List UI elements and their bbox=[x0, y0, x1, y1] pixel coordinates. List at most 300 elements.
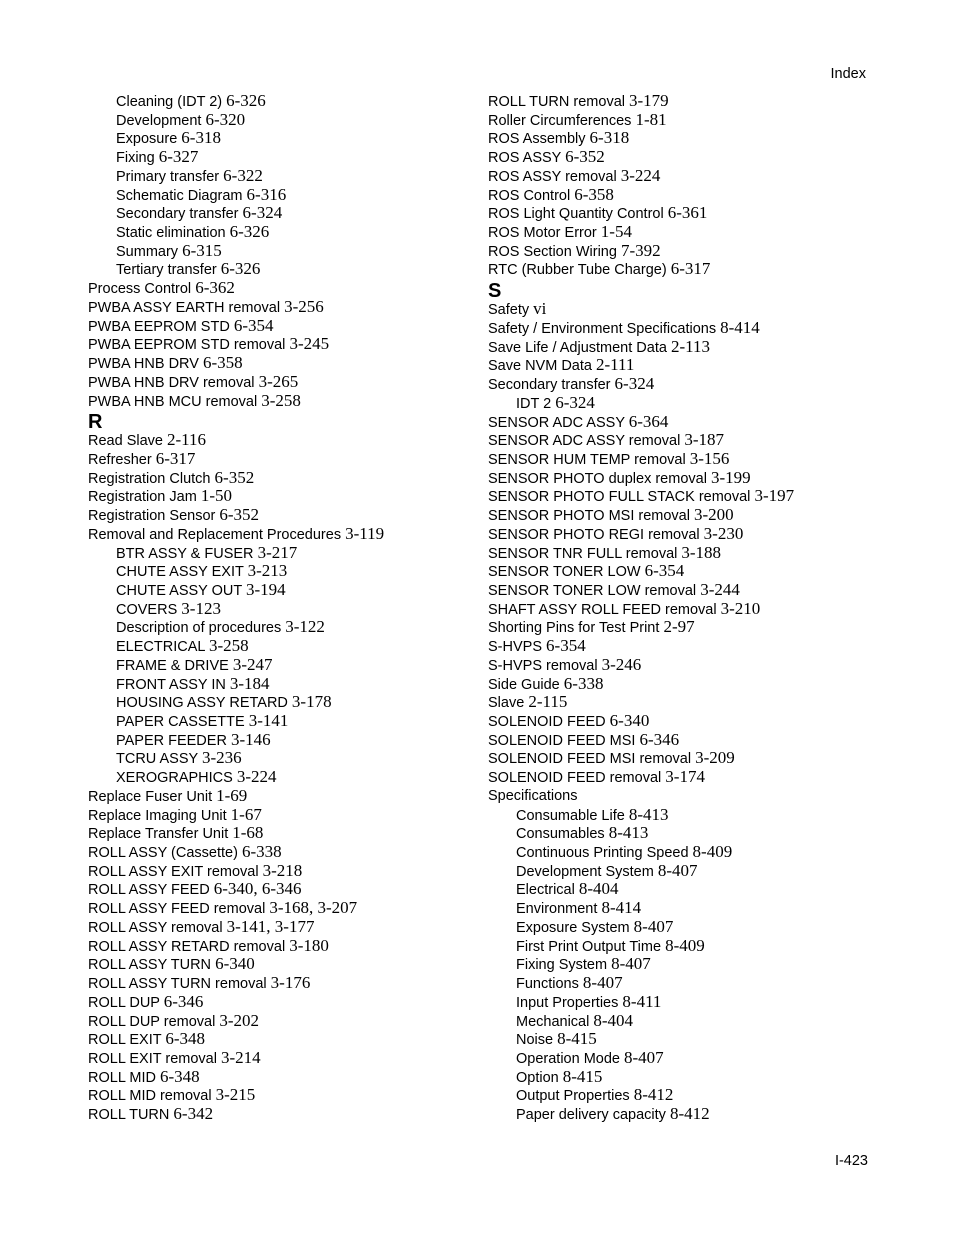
index-page-ref: 3-141, 3-177 bbox=[226, 916, 315, 936]
index-entry bbox=[488, 129, 878, 148]
index-subentry bbox=[488, 824, 878, 843]
index-entry bbox=[88, 1030, 468, 1049]
index-page-ref: 6-340 bbox=[609, 711, 650, 730]
index-term: CHUTE ASSY OUT bbox=[116, 582, 242, 599]
index-term: Input Properties bbox=[516, 994, 619, 1011]
index-subentry bbox=[88, 693, 468, 712]
index-term: PWBA HNB MCU removal bbox=[88, 393, 258, 410]
index-entry bbox=[88, 787, 468, 806]
index-page-ref: 3-174 bbox=[665, 767, 705, 787]
index-entry bbox=[488, 600, 878, 619]
index-entry bbox=[488, 148, 878, 167]
index-term: SENSOR ADC ASSY removal bbox=[488, 433, 681, 450]
index-term: COVERS bbox=[116, 601, 178, 618]
index-term: SENSOR PHOTO REGI removal bbox=[488, 526, 700, 543]
index-page-ref: 3-146 bbox=[230, 729, 271, 749]
index-entry bbox=[488, 260, 878, 279]
index-page-ref: 3-258 bbox=[261, 390, 301, 410]
index-term: PAPER CASSETTE bbox=[116, 714, 245, 730]
index-subentry bbox=[488, 394, 878, 413]
index-term: Operation Mode bbox=[516, 1050, 620, 1067]
index-entry bbox=[88, 806, 468, 825]
index-term: ROS ASSY bbox=[488, 150, 562, 167]
index-page-ref: 6-340, 6-346 bbox=[213, 879, 302, 899]
index-entry bbox=[488, 450, 878, 469]
index-subentry bbox=[488, 899, 878, 918]
index-entry bbox=[88, 279, 468, 298]
index-term: ROLL ASSY FEED removal bbox=[88, 901, 266, 918]
index-page-ref: 8-412 bbox=[669, 1104, 710, 1124]
index-entry bbox=[488, 167, 878, 186]
index-subentry bbox=[488, 955, 878, 974]
index-term: Electrical bbox=[516, 882, 575, 899]
index-subentry bbox=[88, 768, 468, 787]
index-term: S-HVPS bbox=[488, 639, 542, 656]
index-term: Exposure System bbox=[516, 919, 630, 936]
index-term: PWBA EEPROM STD bbox=[88, 318, 230, 335]
index-term: Fixing System bbox=[516, 957, 608, 974]
index-term: RTC (Rubber Tube Charge) bbox=[488, 262, 667, 279]
index-entry bbox=[488, 693, 878, 712]
index-entry bbox=[88, 354, 468, 373]
index-entry bbox=[88, 431, 468, 450]
index-page-ref: 6-346 bbox=[639, 729, 680, 749]
index-term: ROS ASSY removal bbox=[488, 168, 617, 185]
index-term: Schematic Diagram bbox=[116, 187, 243, 204]
index-entry bbox=[488, 431, 878, 450]
index-page-ref: 1-50 bbox=[200, 486, 232, 506]
index-term: Tertiary transfer bbox=[116, 262, 217, 279]
index-entry bbox=[88, 843, 468, 862]
index-entry bbox=[88, 1105, 468, 1124]
index-page-ref: 3-156 bbox=[689, 448, 730, 468]
index-page-ref: 8-414 bbox=[601, 898, 642, 918]
index-term: ROS Control bbox=[488, 187, 571, 204]
index-page-ref: 3-258 bbox=[208, 636, 249, 656]
index-page-ref: 3-180 bbox=[289, 935, 329, 955]
index-page-ref: 6-324 bbox=[555, 392, 595, 412]
index-page-ref: 3-224 bbox=[236, 767, 277, 787]
index-page-ref: 8-414 bbox=[720, 317, 760, 337]
index-subentry bbox=[88, 749, 468, 768]
index-entry bbox=[88, 955, 468, 974]
index-term: SOLENOID FEED MSI removal bbox=[488, 751, 692, 768]
index-term: Development bbox=[116, 112, 202, 129]
index-term: Removal and Replacement Procedures bbox=[88, 526, 342, 543]
index-term: ROLL MID removal bbox=[88, 1088, 212, 1105]
index-term: ROLL EXIT bbox=[88, 1032, 162, 1049]
index-term: First Print Output Time bbox=[516, 938, 662, 955]
index-subentry bbox=[88, 167, 468, 186]
index-page-ref: 6-342 bbox=[173, 1104, 214, 1124]
index-page-ref: 1-81 bbox=[635, 109, 667, 129]
index-page-ref: vi bbox=[533, 299, 547, 319]
index-page-ref: 3-247 bbox=[232, 654, 273, 674]
index-page-ref: 3-188 bbox=[681, 542, 722, 562]
running-header: Index bbox=[830, 66, 866, 82]
index-entry bbox=[488, 223, 878, 242]
index-term: Description of procedures bbox=[116, 620, 282, 637]
index-term: ROLL ASSY TURN removal bbox=[88, 976, 267, 993]
index-term: SHAFT ASSY ROLL FEED removal bbox=[488, 601, 717, 618]
index-entry bbox=[488, 186, 878, 205]
index-term: CHUTE ASSY EXIT bbox=[116, 564, 244, 581]
index-entry bbox=[488, 525, 878, 544]
index-term: Safety bbox=[488, 302, 530, 319]
index-term: Mechanical bbox=[516, 1013, 590, 1030]
index-page-ref: 6-348 bbox=[159, 1066, 200, 1086]
index-page-ref: 6-358 bbox=[202, 353, 243, 373]
index-term: Output Properties bbox=[516, 1088, 630, 1105]
index-entry bbox=[488, 731, 878, 750]
index-term: ROS Assembly bbox=[488, 131, 586, 148]
index-term: ROLL TURN bbox=[88, 1107, 170, 1124]
index-page-ref: 6-352 bbox=[565, 147, 605, 167]
index-entry bbox=[88, 450, 468, 469]
index-page-ref: 3-210 bbox=[720, 598, 761, 618]
index-entry bbox=[88, 918, 468, 937]
index-term: Save Life / Adjustment Data bbox=[488, 339, 667, 356]
index-term: PWBA EEPROM STD removal bbox=[88, 337, 286, 354]
index-page-ref: 6-354 bbox=[233, 315, 274, 335]
index-page-ref: 8-415 bbox=[557, 1029, 597, 1049]
index-entry bbox=[88, 862, 468, 881]
index-term: Secondary transfer bbox=[116, 206, 239, 223]
index-term: S-HVPS removal bbox=[488, 657, 598, 674]
index-page-ref: 3-179 bbox=[629, 91, 669, 110]
index-page-ref: 3-141 bbox=[248, 711, 289, 730]
index-term: Registration Clutch bbox=[88, 470, 211, 487]
index-subentry bbox=[88, 562, 468, 581]
index-term: Environment bbox=[516, 901, 598, 918]
index-page-ref: 6-358 bbox=[574, 184, 614, 204]
index-entry bbox=[488, 111, 878, 130]
index-entry bbox=[488, 319, 878, 338]
index-page-ref: 6-352 bbox=[214, 467, 255, 487]
index-term: Save NVM Data bbox=[488, 358, 592, 375]
index-entry bbox=[488, 637, 878, 656]
index-page-ref: 3-265 bbox=[258, 371, 299, 391]
index-page-ref: 6-348 bbox=[165, 1029, 206, 1049]
index-subentry bbox=[488, 1086, 878, 1105]
index-page-ref: 3-119 bbox=[345, 523, 385, 543]
index-entry bbox=[88, 974, 468, 993]
index-term: Summary bbox=[116, 243, 179, 260]
index-page-ref: 3-122 bbox=[285, 617, 325, 637]
index-term: Secondary transfer bbox=[488, 377, 611, 394]
index-term: Consumable Life bbox=[516, 807, 625, 824]
index-term: FRONT ASSY IN bbox=[116, 676, 226, 693]
index-column-left bbox=[88, 92, 468, 1124]
index-page-ref: 6-322 bbox=[223, 165, 263, 185]
index-term: Cleaning (IDT 2) bbox=[116, 94, 223, 110]
index-page-ref: 3-202 bbox=[219, 1010, 260, 1030]
index-term: Refresher bbox=[88, 451, 152, 468]
index-page-ref: 3-187 bbox=[684, 430, 725, 450]
index-page-ref: 3-246 bbox=[601, 654, 642, 674]
index-page-ref: 8-407 bbox=[633, 916, 674, 936]
index-entry bbox=[488, 712, 878, 731]
index-subentry bbox=[488, 1049, 878, 1068]
index-page-ref: 8-413 bbox=[628, 804, 669, 824]
index-page-ref: 8-412 bbox=[633, 1085, 674, 1105]
index-subentry bbox=[88, 129, 468, 148]
index-entry bbox=[88, 937, 468, 956]
index-subentry bbox=[88, 544, 468, 563]
index-page-ref: 6-318 bbox=[589, 128, 630, 148]
index-term: Functions bbox=[516, 976, 579, 993]
index-subentry bbox=[488, 937, 878, 956]
index-page-ref: 8-407 bbox=[582, 973, 623, 993]
index-entry bbox=[488, 300, 878, 319]
index-subentry bbox=[488, 1012, 878, 1031]
index-page-ref: 1-68 bbox=[232, 823, 264, 843]
index-entry bbox=[88, 993, 468, 1012]
index-subentry bbox=[88, 92, 468, 111]
index-term: PWBA ASSY EARTH removal bbox=[88, 299, 281, 316]
index-page-ref: 3-217 bbox=[257, 542, 298, 562]
index-term: SOLENOID FEED bbox=[488, 714, 606, 730]
index-term: Roller Circumferences bbox=[488, 112, 632, 129]
index-subentry bbox=[88, 600, 468, 619]
index-subentry bbox=[88, 581, 468, 600]
index-page-ref: 6-364 bbox=[628, 411, 669, 431]
index-term: Process Control bbox=[88, 281, 192, 298]
index-subentry bbox=[88, 637, 468, 656]
index-term: SENSOR HUM TEMP removal bbox=[488, 451, 686, 468]
index-term: BTR ASSY & FUSER bbox=[116, 545, 254, 562]
index-page-ref: 6-326 bbox=[226, 91, 266, 110]
index-term: ROLL MID bbox=[88, 1069, 156, 1086]
index-term: Static elimination bbox=[116, 225, 226, 242]
index-term: PAPER FEEDER bbox=[116, 732, 227, 749]
index-page-ref: 6-362 bbox=[195, 278, 235, 298]
index-subentry bbox=[88, 111, 468, 130]
index-term: ROS Light Quantity Control bbox=[488, 206, 664, 223]
index-page-ref: 3-230 bbox=[703, 523, 744, 543]
index-entry bbox=[88, 506, 468, 525]
index-page-ref: 2-115 bbox=[528, 692, 568, 712]
index-page-ref: 7-392 bbox=[620, 240, 661, 260]
index-subentry bbox=[88, 260, 468, 279]
index-term: SENSOR TONER LOW removal bbox=[488, 582, 697, 599]
index-column-right bbox=[488, 92, 878, 1124]
index-entry bbox=[488, 204, 878, 223]
index-term: Primary transfer bbox=[116, 168, 220, 185]
index-page-ref: 3-256 bbox=[284, 296, 324, 316]
index-term: SENSOR PHOTO MSI removal bbox=[488, 508, 690, 525]
index-page-ref: 3-123 bbox=[181, 598, 221, 618]
index-page-ref: 6-354 bbox=[644, 561, 685, 581]
index-entry bbox=[488, 544, 878, 563]
index-page-ref: 3-197 bbox=[754, 486, 795, 506]
index-term: Specifications bbox=[488, 787, 578, 804]
index-term: Slave bbox=[488, 695, 525, 712]
index-term: ROS Motor Error bbox=[488, 225, 597, 242]
index-page-ref: 6-338 bbox=[241, 842, 282, 862]
index-page-ref: 6-316 bbox=[246, 184, 287, 204]
index-term: Fixing bbox=[116, 150, 155, 167]
index-page-ref: 6-354 bbox=[546, 636, 586, 656]
index-page-ref: 3-200 bbox=[694, 505, 734, 525]
index-page-ref: 2-113 bbox=[670, 336, 710, 356]
index-term: SENSOR ADC ASSY bbox=[488, 414, 625, 431]
index-page-ref: 6-324 bbox=[242, 203, 283, 223]
index-page-ref: 8-409 bbox=[692, 842, 733, 862]
index-page-ref: 8-413 bbox=[608, 823, 649, 843]
index-page-ref: 3-168, 3-207 bbox=[269, 898, 358, 918]
index-entry bbox=[88, 317, 468, 336]
index-term: Side Guide bbox=[488, 676, 560, 693]
index-entry bbox=[88, 1049, 468, 1068]
index-entry bbox=[488, 675, 878, 694]
index-page-ref: 3-194 bbox=[246, 579, 286, 599]
index-page-ref: 6-320 bbox=[205, 109, 246, 129]
index-page-ref: 2-111 bbox=[596, 355, 635, 375]
index-subentry bbox=[488, 918, 878, 937]
index-entry bbox=[88, 469, 468, 488]
index-page-ref: 6-346 bbox=[163, 991, 204, 1011]
page-number: I-423 bbox=[834, 1153, 868, 1169]
index-subentry bbox=[88, 712, 468, 731]
index-term: PWBA HNB DRV bbox=[88, 356, 199, 373]
index-term: Consumables bbox=[516, 826, 605, 843]
index-entry bbox=[88, 373, 468, 392]
index-page-ref: 6-315 bbox=[182, 240, 222, 260]
index-term: Registration Jam bbox=[88, 489, 197, 506]
index-page-ref: 6-340 bbox=[215, 954, 255, 974]
index-term: PWBA HNB DRV removal bbox=[88, 374, 255, 391]
index-term: ROS Section Wiring bbox=[488, 243, 617, 260]
index-entry bbox=[488, 413, 878, 432]
index-term: ROLL ASSY removal bbox=[88, 919, 223, 936]
index-page-ref: 8-404 bbox=[593, 1010, 634, 1030]
index-page-ref: 8-404 bbox=[578, 879, 619, 899]
index-entry bbox=[488, 562, 878, 581]
index-term: Replace Transfer Unit bbox=[88, 826, 229, 843]
index-term: HOUSING ASSY RETARD bbox=[116, 695, 288, 712]
index-term: ELECTRICAL bbox=[116, 639, 205, 656]
index-page-ref: 3-236 bbox=[201, 748, 242, 768]
index-page-ref: 8-409 bbox=[665, 935, 705, 955]
index-page-ref: 2-97 bbox=[663, 617, 695, 637]
index-entry bbox=[88, 298, 468, 317]
index-term: SENSOR TONER LOW bbox=[488, 564, 641, 581]
index-page-ref: 6-326 bbox=[229, 222, 270, 242]
index-term: ROLL TURN removal bbox=[488, 94, 625, 110]
index-subentry bbox=[488, 1105, 878, 1124]
index-page-ref: 6-318 bbox=[181, 128, 221, 148]
index-page-ref: 1-69 bbox=[216, 785, 248, 805]
index-entry bbox=[488, 469, 878, 488]
index-page-ref: 8-411 bbox=[622, 991, 662, 1011]
index-term: SENSOR PHOTO duplex removal bbox=[488, 470, 707, 487]
index-entry bbox=[488, 375, 878, 394]
index-entry bbox=[488, 768, 878, 787]
index-term: ROLL EXIT removal bbox=[88, 1050, 217, 1067]
index-term: SENSOR TNR FULL removal bbox=[488, 545, 678, 562]
index-page-ref: 6-361 bbox=[667, 203, 708, 223]
index-term: ROLL ASSY RETARD removal bbox=[88, 938, 286, 955]
index-subentry bbox=[488, 806, 878, 825]
index-page-ref: 3-209 bbox=[695, 748, 735, 768]
index-term: ROLL ASSY EXIT removal bbox=[88, 863, 259, 880]
index-term: Option bbox=[516, 1069, 559, 1086]
index-term: ROLL ASSY (Cassette) bbox=[88, 845, 238, 862]
index-page-ref: 3-215 bbox=[215, 1085, 256, 1105]
index-letter-heading: S bbox=[488, 280, 502, 303]
index-term: Replace Fuser Unit bbox=[88, 788, 213, 805]
index-entry bbox=[88, 1086, 468, 1105]
index-entry bbox=[88, 899, 468, 918]
index-subentry bbox=[488, 862, 878, 881]
index-page-ref: 3-245 bbox=[289, 334, 330, 354]
index-term: XEROGRAPHICS bbox=[116, 770, 233, 787]
index-term: Replace Imaging Unit bbox=[88, 807, 227, 824]
index-entry bbox=[88, 487, 468, 506]
index-page-ref: 6-317 bbox=[670, 259, 711, 279]
index-term: ROLL ASSY TURN bbox=[88, 957, 212, 974]
index-term: ROLL ASSY FEED bbox=[88, 882, 210, 899]
index-page-ref: 3-176 bbox=[270, 973, 311, 993]
index-term: SENSOR PHOTO FULL STACK removal bbox=[488, 489, 751, 506]
index-term: Exposure bbox=[116, 131, 178, 148]
index-page-ref: 3-244 bbox=[700, 579, 740, 599]
index-term: Paper delivery capacity bbox=[516, 1107, 666, 1124]
index-subentry bbox=[488, 1068, 878, 1087]
index-entry bbox=[488, 92, 878, 111]
index-term: Safety / Environment Specifications bbox=[488, 320, 717, 337]
index-page-ref: 3-224 bbox=[620, 165, 661, 185]
index-subentry bbox=[488, 974, 878, 993]
index-term: ROLL DUP removal bbox=[88, 1013, 216, 1030]
index-page-ref: 6-326 bbox=[220, 259, 261, 279]
index-page-ref: 6-327 bbox=[158, 147, 199, 167]
index-entry bbox=[488, 581, 878, 600]
index-term: Shorting Pins for Test Print bbox=[488, 620, 660, 637]
index-subentry bbox=[88, 186, 468, 205]
index-term: Development System bbox=[516, 863, 654, 880]
index-page-ref: 8-407 bbox=[624, 1047, 664, 1067]
index-entry bbox=[88, 880, 468, 899]
index-term: SOLENOID FEED MSI bbox=[488, 732, 636, 749]
index-entry bbox=[488, 656, 878, 675]
index-term: SOLENOID FEED removal bbox=[488, 770, 662, 787]
index-page-ref: 1-67 bbox=[230, 804, 262, 824]
index-page-ref: 1-54 bbox=[600, 222, 632, 242]
index-entry bbox=[88, 392, 468, 411]
index-page-ref: 6-317 bbox=[155, 448, 196, 468]
index-page-ref: 3-214 bbox=[220, 1047, 261, 1067]
index-page-ref: 6-338 bbox=[563, 673, 604, 693]
index-entry bbox=[488, 749, 878, 768]
index-entry bbox=[88, 824, 468, 843]
index-page-ref: 2-116 bbox=[167, 430, 207, 450]
index-subentry bbox=[488, 880, 878, 899]
index-page-ref: 3-218 bbox=[262, 860, 303, 880]
index-subentry bbox=[488, 843, 878, 862]
index-entry bbox=[88, 1068, 468, 1087]
index-term: FRAME & DRIVE bbox=[116, 657, 229, 674]
index-entry bbox=[488, 338, 878, 357]
index-term: ROLL DUP bbox=[88, 994, 160, 1011]
index-letter-heading: R bbox=[88, 411, 103, 434]
index-entry bbox=[88, 335, 468, 354]
index-term: Read Slave bbox=[88, 433, 163, 450]
index-entry bbox=[88, 1012, 468, 1031]
index-term: IDT 2 bbox=[516, 395, 552, 412]
index-page-ref: 3-213 bbox=[247, 561, 288, 581]
